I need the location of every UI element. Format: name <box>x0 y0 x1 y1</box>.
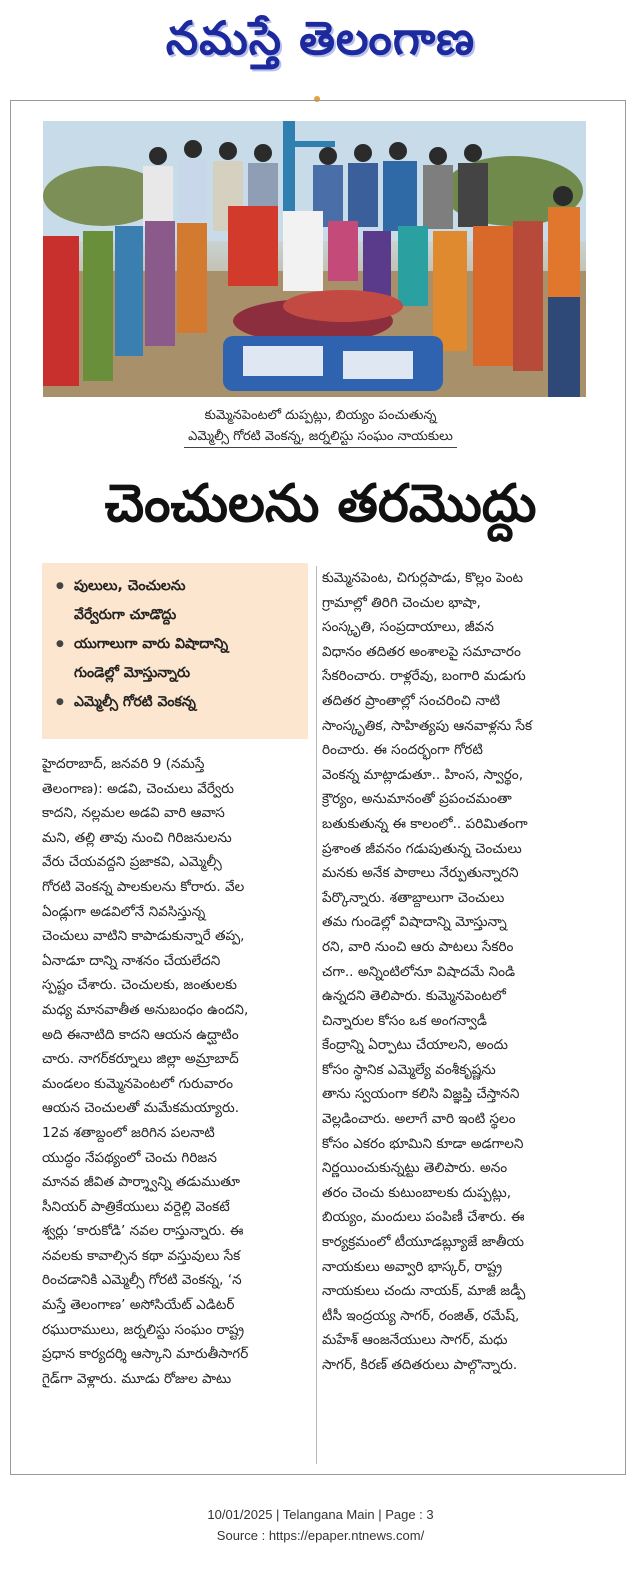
article-column-right <box>322 566 594 1378</box>
photo-caption <box>0 405 641 448</box>
article-line: కేంద్రాన్ని ఏర్పాటు చేయాలని, అందు <box>322 1037 508 1054</box>
article-line: ఆయన చెంచులతో మమేకమయ్యారు. <box>42 1100 240 1117</box>
article-line: వెంకన్న మాట్లాడుతూ.. హింస, స్వార్థం, <box>322 766 524 783</box>
column-divider <box>316 566 317 1464</box>
article-line: మధ్య మానవాతీత అనుబంధం ఉందని, <box>42 1001 249 1018</box>
article-line: రఘురాములు, జర్నలిస్టు సంఘం రాష్ట్ర <box>42 1321 245 1338</box>
highlight-item: ● యుగాలుగా వారు విషాదాన్ని <box>56 631 296 660</box>
bullet-icon <box>56 573 74 602</box>
article-line: 12వ శతాబ్దంలో జరిగిన పలనాటి <box>42 1124 215 1141</box>
article-line: నాయకులు అవ్వారి భాస్కర్, రాష్ట్ర <box>322 1258 503 1275</box>
article-line: చిన్నారుల కోసం ఒక అంగన్వాడీ <box>322 1012 487 1029</box>
article-line: ప్రశాంత జీవనం గడుపుతున్న చెంచులు <box>322 840 522 857</box>
article-line: రించడానికి ఎమ్మెల్సీ గోరటి వెంకన్న, ‘న <box>42 1272 242 1289</box>
article-line: యుద్ధం నేపథ్యంలో చెంచు గిరిజన <box>42 1149 217 1166</box>
news-photo <box>43 121 586 397</box>
article-line: స్పష్టం చేశారు. చెంచులకు, జంతులకు <box>42 977 237 994</box>
article-line: హైదరాబాద్, జనవరి 9 (నమస్తే <box>42 756 205 772</box>
article-line: ప్రధాన కార్యదర్శి ఆస్కాని మారుతీసాగర్ <box>42 1346 249 1363</box>
article-line: క్రౌర్యం, అనుమానంతో ప్రపంచమంతా <box>322 791 512 808</box>
group-photo-illustration <box>43 121 586 397</box>
article-line: సేకరించారు. రాళ్లరేవు, బంగారి మడుగు <box>322 668 526 685</box>
article-line: గ్రామాల్లో తిరిగి చెంచుల భాషా, <box>322 594 481 611</box>
footer <box>0 1504 641 1546</box>
highlight-item: ● ఎమ్మెల్సీ గోరటి వెంకన్న <box>56 689 296 718</box>
caption-line-1: కుమ్మెనపెంటలో దుప్పట్లు, బియ్యం పంచుతున్న <box>204 408 437 423</box>
footer-date-line: 10/01/2025 | Telangana Main | Page : 3 <box>207 1507 434 1522</box>
article-line: నవలకు కావాల్సిన కథా వస్తువులు సేక <box>42 1247 241 1264</box>
article-line: పేర్కొన్నారు. శతాబ్దాలుగా చెంచులు <box>322 889 505 906</box>
bullet-icon <box>56 631 74 660</box>
article-line: కోసం ఎకరం భూమిని కూడా అడగాలని <box>322 1135 524 1152</box>
article-line: కార్యక్రమంలో టీయూడబ్ల్యూజే జాతీయ <box>322 1234 524 1251</box>
article-line: తరం చెంచు కుటుంబాలకు దుప్పట్లు, <box>322 1184 512 1201</box>
masthead-logo: నమస్తే తెలంగాణ <box>165 11 476 65</box>
article-line: మని, తల్లి తావు నుంచి గిరిజనులను <box>42 829 232 846</box>
article-line: నాయకులు చందు నాయక్, మాజీ జడ్పీ <box>322 1283 526 1300</box>
article-line: సాగర్, కిరణ్ తదితరులు పాల్గొన్నారు. <box>322 1357 518 1373</box>
article-line: విధానం తదితర అంశాలపై సమాచారం <box>322 643 521 660</box>
article-line: సీనియర్ పాత్రికేయులు వర్దెల్లి వెంకటే <box>42 1198 230 1215</box>
article-line: టీసీ ఇంద్రయ్య సాగర్, రంజిత్, రమేష్, <box>322 1307 520 1324</box>
article-line: రని, వారి నుంచి ఆరు పాటలు సేకరిం <box>322 938 514 955</box>
article-line: చగా.. అన్నింటిలోనూ విషాదమే నిండి <box>322 963 516 980</box>
article-line: తాను స్వయంగా కలిసి విజ్ఞప్తి చేస్తానని <box>322 1086 520 1103</box>
article-line: చెంచులు వాటిని కాపాడుకున్నారే తప్ప, <box>42 928 245 945</box>
highlights-box <box>42 563 308 739</box>
article-line: గోరటి వెంకన్న పాలకులను కోరారు. వేల <box>42 878 245 895</box>
article-line: చారు. నాగర్‌కర్నూలు జిల్లా అమ్రాబాద్ <box>42 1051 239 1068</box>
article-line: సాంస్కృతిక, సాహిత్యపు ఆనవాళ్లను సేక <box>322 717 533 734</box>
article-line: రించారు. ఈ సందర్భంగా గోరటి <box>322 742 483 759</box>
article-line: మండలం కుమ్మెనపెంటలో గురువారం <box>42 1075 234 1092</box>
bullet-icon <box>56 689 74 718</box>
highlight-item: ● పులులు, చెంచులను <box>56 573 296 602</box>
article-line: మహేశ్ ఆంజనేయులు సాగర్, మధు <box>322 1332 508 1349</box>
article-line: శ్వర్లు ‘కారుకోడి’ నవల రాస్తున్నారు. ఈ <box>42 1223 244 1240</box>
article-line: అది ఈనాటిది కాదని ఆయన ఉద్ఘాటిం <box>42 1026 239 1043</box>
article-line: బతుకుతున్న ఈ కాలంలో.. పరిమితంగా <box>322 815 528 832</box>
article-line: మస్తే తెలంగాణ’ అసోసియేట్ ఎడిటర్ <box>42 1297 235 1314</box>
article-line: సంస్కృతి, సంప్రదాయాలు, జీవన <box>322 619 494 636</box>
article-line: మనకు అనేక పాఠాలు నేర్పుతున్నారని <box>322 865 519 882</box>
article-line: కాదని, నల్లమల అడవి వారి ఆవాస <box>42 805 225 822</box>
article-line: గైడ్‌గా వెళ్లారు. మూడు రోజుల పాటు <box>42 1370 232 1387</box>
article-line: వెల్లడించారు. అలాగే వారి ఇంటి స్థలం <box>322 1111 516 1128</box>
article-line: ఏనాడూ దాన్ని నాశనం చేయలేదని <box>42 952 221 969</box>
article-line: కుమ్మెనపెంట, చిగుర్లపాడు, కొల్లం పెంట <box>322 570 524 586</box>
article-line: నిర్ణయించుకున్నట్టు తెలిపారు. అనం <box>322 1160 508 1177</box>
article-line: ఏండ్లుగా అడవిలోనే నివసిస్తున్న <box>42 903 206 920</box>
article-line: తెలంగాణ): అడవి, చెంచులు వేర్వేరు <box>42 780 234 797</box>
masthead <box>0 4 641 84</box>
article-line: కోసం స్థానిక ఎమ్మెల్యే వంశీకృష్ణను <box>322 1061 496 1078</box>
article-column-left <box>42 752 314 1391</box>
article-line: బియ్యం, మందులు పంపిణీ చేశారు. ఈ <box>322 1209 525 1226</box>
article-line: తదితర ప్రాంతాల్లో సంచరించి నాటి <box>322 692 501 709</box>
article-line: వేరు చేయవద్దని ప్రజాకవి, ఎమ్మెల్సీ <box>42 854 222 871</box>
footer-source-line: Source : https://epaper.ntnews.com/ <box>216 1528 425 1543</box>
headline: చెంచులను తరమొద్దు <box>104 474 537 534</box>
article-line: తమ గుండెల్లో విషాదాన్ని మోస్తున్నా <box>322 914 507 931</box>
highlight-item: వేర్వేరుగా చూడొద్దు <box>74 607 177 623</box>
article-line: మానవ జీవిత పార్శ్వాన్ని తడుముతూ <box>42 1174 240 1191</box>
caption-line-2: ఎమ్మెల్సీ గోరటి వెంకన్న, జర్నలిస్టు సంఘం నాయకులు <box>184 426 457 448</box>
highlight-item: గుండెల్లో మోస్తున్నారు <box>74 665 191 681</box>
article-line: ఉన్నదని తెలిపారు. కుమ్మెనపెంటలో <box>322 988 506 1005</box>
